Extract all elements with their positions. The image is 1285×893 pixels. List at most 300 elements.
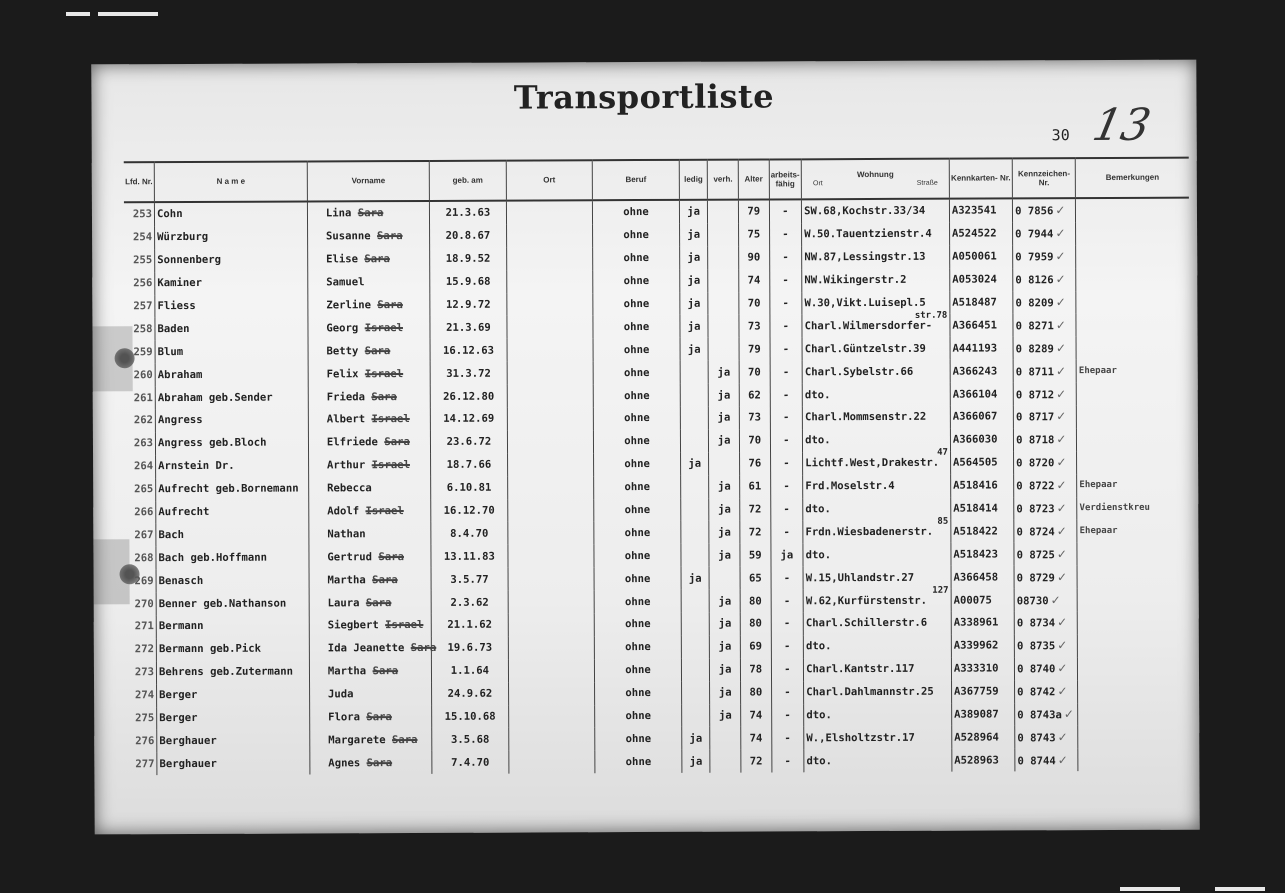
row-wohnung bbox=[803, 585, 951, 613]
row-name: Blum bbox=[155, 340, 308, 364]
row-geb-am: 13.11.83 bbox=[431, 545, 508, 568]
check-mark-icon: ✓ bbox=[1057, 684, 1068, 699]
row-ledig bbox=[680, 430, 709, 453]
row-arbeitsfaehig: - bbox=[770, 406, 803, 429]
page-number: 30 bbox=[1051, 126, 1070, 145]
header-bemerkungen: Bemerkungen bbox=[1075, 158, 1188, 198]
header-ledig: ledig bbox=[679, 160, 708, 200]
row-ort bbox=[507, 384, 594, 407]
row-name: Cohn bbox=[154, 201, 307, 226]
row-vorname bbox=[310, 706, 432, 729]
row-number: 272 bbox=[134, 643, 154, 656]
row-wohnung bbox=[804, 749, 952, 773]
row-kennzeichen-text: 0 8743a bbox=[1017, 709, 1062, 722]
row-wohnung bbox=[803, 497, 951, 521]
row-verh bbox=[708, 246, 739, 269]
row-ledig: ja bbox=[682, 750, 711, 773]
row-arbeitsfaehig: - bbox=[769, 223, 802, 246]
row-ort bbox=[506, 293, 593, 316]
row-ledig: ja bbox=[681, 567, 710, 590]
row-kennzeichen bbox=[1013, 291, 1076, 314]
row-vorname bbox=[308, 454, 430, 477]
row-struck-name: Israel bbox=[371, 459, 410, 472]
row-beruf: ohne bbox=[593, 315, 680, 338]
row-struck-name: Sara bbox=[377, 230, 403, 243]
row-ledig bbox=[680, 384, 709, 407]
row-bemerkung bbox=[1076, 244, 1189, 267]
row-kennzeichen bbox=[1014, 520, 1077, 543]
row-alter: 70 bbox=[739, 292, 770, 315]
row-kennkarte: A366243 bbox=[950, 360, 1013, 383]
row-wohnung bbox=[802, 199, 950, 224]
row-beruf: ohne bbox=[594, 453, 681, 476]
check-mark-icon: ✓ bbox=[1055, 226, 1066, 241]
row-beruf: ohne bbox=[595, 704, 682, 727]
row-ledig: ja bbox=[680, 247, 709, 270]
check-mark-icon: ✓ bbox=[1056, 546, 1067, 562]
row-struck-name: Sara bbox=[357, 207, 384, 220]
row-alter: 69 bbox=[740, 635, 771, 658]
row-vorname bbox=[307, 201, 429, 225]
row-kennkarte: A518414 bbox=[951, 497, 1014, 520]
row-number: 259 bbox=[133, 345, 153, 359]
row-ort bbox=[506, 270, 593, 293]
row-vorname-text: Agnes bbox=[328, 757, 361, 770]
row-beruf: ohne bbox=[593, 200, 680, 224]
row-wohnung bbox=[804, 657, 952, 681]
row-wohnung-text: Charl.Kantstr.117 bbox=[806, 663, 915, 676]
row-kennzeichen-text: 0 8711 bbox=[1015, 365, 1055, 379]
row-verh bbox=[709, 452, 740, 475]
row-geb-am: 16.12.70 bbox=[431, 499, 508, 522]
row-beruf: ohne bbox=[595, 750, 682, 773]
row-ort bbox=[506, 247, 593, 270]
row-alter: 62 bbox=[739, 384, 770, 407]
row-wohnung-cont: 85 bbox=[937, 516, 949, 527]
row-kennzeichen-text: 0 8720 bbox=[1016, 457, 1055, 470]
row-ledig: ja bbox=[680, 292, 709, 315]
row-wohnung-text: NW.87,Lessingstr.13 bbox=[804, 250, 926, 264]
row-ledig: ja bbox=[679, 200, 708, 224]
row-kennzeichen bbox=[1013, 268, 1076, 291]
row-wohnung-text: Charl.Dahlmannstr.25 bbox=[806, 685, 934, 699]
row-beruf: ohne bbox=[594, 590, 681, 613]
row-number: 267 bbox=[134, 529, 154, 542]
row-bemerkung bbox=[1078, 725, 1191, 748]
row-wohnung-text: dto. bbox=[805, 503, 831, 516]
row-verh: ja bbox=[709, 429, 740, 452]
check-mark-icon: ✓ bbox=[1056, 524, 1067, 539]
row-ort bbox=[508, 705, 595, 728]
row-vorname-text: Zerline bbox=[326, 299, 371, 312]
row-verh: ja bbox=[710, 613, 741, 636]
row-name: Angress bbox=[155, 408, 308, 432]
check-mark-icon: ✓ bbox=[1055, 295, 1066, 310]
row-alter: 72 bbox=[740, 498, 771, 521]
row-alter: 80 bbox=[740, 612, 771, 635]
row-vorname bbox=[309, 568, 431, 591]
row-name: Berghauer bbox=[157, 752, 310, 776]
row-vorname bbox=[308, 316, 430, 339]
header-kennzeichen-nr: Kennzeichen- Nr. bbox=[1012, 158, 1075, 198]
row-struck-name: Israel bbox=[371, 413, 410, 426]
row-beruf: ohne bbox=[593, 270, 680, 293]
row-wohnung-text: dto. bbox=[805, 434, 831, 447]
row-vorname-text: Rebecca bbox=[327, 482, 372, 495]
row-ort bbox=[508, 590, 595, 613]
row-kennzeichen-text: 0 8725 bbox=[1016, 549, 1055, 562]
row-kennzeichen bbox=[1013, 336, 1076, 359]
row-verh: ja bbox=[710, 658, 741, 681]
row-geb-am: 24.9.62 bbox=[432, 682, 509, 705]
row-bemerkung bbox=[1076, 336, 1189, 359]
row-bemerkung bbox=[1077, 588, 1190, 611]
row-bemerkung bbox=[1077, 405, 1190, 428]
row-kennkarte: A366030 bbox=[950, 428, 1013, 451]
row-kennzeichen-text: 0 8744 bbox=[1017, 755, 1056, 768]
row-kennzeichen-text: 0 8722 bbox=[1016, 480, 1055, 493]
row-struck-name: Israel bbox=[385, 619, 424, 632]
row-wohnung bbox=[802, 223, 950, 247]
row-verh bbox=[708, 338, 739, 361]
row-kennkarte: A366104 bbox=[950, 383, 1013, 406]
check-mark-icon: ✓ bbox=[1055, 272, 1066, 287]
row-struck-name: Sara bbox=[384, 436, 410, 449]
row-alter: 79 bbox=[739, 338, 770, 361]
check-mark-icon: ✓ bbox=[1056, 363, 1067, 378]
row-kennzeichen bbox=[1014, 474, 1077, 497]
row-vorname-text: Martha bbox=[327, 665, 367, 678]
row-geb-am: 12.9.72 bbox=[430, 293, 507, 316]
row-vorname-text: Arthur bbox=[326, 459, 366, 472]
row-ledig: ja bbox=[682, 727, 711, 750]
transport-list-sheet bbox=[91, 60, 1199, 835]
row-alter: 80 bbox=[740, 590, 771, 613]
row-geb-am: 8.4.70 bbox=[431, 522, 508, 545]
check-mark-icon: ✓ bbox=[1050, 592, 1061, 607]
row-ort bbox=[507, 453, 594, 476]
row-alter: 76 bbox=[739, 452, 770, 475]
row-bemerkung bbox=[1078, 702, 1191, 725]
header-wohnung-ort: Ort bbox=[812, 179, 823, 187]
row-vorname bbox=[309, 522, 431, 545]
row-geb-am: 31.3.72 bbox=[430, 362, 507, 385]
row-vorname-text: Adolf bbox=[327, 505, 360, 518]
row-beruf: ohne bbox=[594, 567, 681, 590]
row-geb-am: 3.5.77 bbox=[431, 568, 508, 591]
row-arbeitsfaehig: - bbox=[769, 315, 802, 338]
row-arbeitsfaehig: - bbox=[770, 361, 803, 384]
row-alter: 59 bbox=[740, 544, 771, 567]
header-kennkarten-nr: Kennkarten- Nr. bbox=[949, 158, 1012, 198]
row-kennkarte: A366458 bbox=[951, 566, 1014, 589]
header-verh: verh. bbox=[708, 160, 739, 200]
row-arbeitsfaehig: - bbox=[769, 269, 802, 292]
row-name: Benner geb.Nathanson bbox=[156, 592, 309, 616]
row-bemerkung bbox=[1076, 290, 1189, 313]
row-wohnung-text: NW.Wikingerstr.2 bbox=[804, 273, 907, 287]
row-ledig bbox=[681, 613, 710, 636]
header-vorname: Vorname bbox=[307, 161, 429, 202]
row-alter: 72 bbox=[740, 521, 771, 544]
row-kennzeichen bbox=[1012, 198, 1075, 222]
row-kennzeichen bbox=[1013, 314, 1076, 337]
row-kennkarte: A367759 bbox=[951, 680, 1014, 703]
row-wohnung-text: W.50.Tauentzienstr.4 bbox=[804, 228, 932, 241]
row-verh bbox=[708, 292, 739, 315]
row-kennzeichen-text: 0 7856 bbox=[1015, 205, 1054, 218]
row-alter: 74 bbox=[741, 704, 772, 727]
row-wohnung-text: dto. bbox=[806, 709, 832, 722]
row-beruf: ohne bbox=[593, 384, 680, 407]
row-wohnung bbox=[804, 726, 952, 750]
row-kennkarte: A339962 bbox=[951, 634, 1014, 657]
check-mark-icon: ✓ bbox=[1056, 478, 1067, 493]
row-alter: 79 bbox=[738, 199, 769, 223]
row-struck-name: Sara bbox=[391, 733, 418, 747]
row-vorname-text: Samuel bbox=[326, 276, 365, 289]
row-kennzeichen bbox=[1014, 588, 1077, 611]
row-vorname bbox=[308, 248, 430, 271]
row-geb-am: 21.1.62 bbox=[431, 614, 508, 637]
row-name: Bermann geb.Pick bbox=[156, 637, 309, 661]
row-verh bbox=[710, 727, 741, 750]
row-ledig: ja bbox=[680, 269, 709, 292]
row-verh bbox=[708, 200, 739, 224]
check-mark-icon: ✓ bbox=[1055, 340, 1067, 355]
row-vorname bbox=[308, 362, 430, 385]
row-arbeitsfaehig: - bbox=[770, 338, 803, 361]
row-ort bbox=[506, 200, 593, 224]
row-wohnung bbox=[802, 245, 950, 269]
row-name: Berger bbox=[157, 706, 310, 730]
row-alter: 80 bbox=[740, 681, 771, 704]
row-kennzeichen-text: 0 8289 bbox=[1015, 342, 1054, 356]
row-verh: ja bbox=[710, 681, 741, 704]
row-ort bbox=[507, 522, 594, 545]
check-mark-icon: ✓ bbox=[1055, 249, 1066, 264]
row-ort bbox=[507, 430, 594, 453]
row-wohnung-text: dto. bbox=[805, 548, 832, 562]
row-alter: 72 bbox=[741, 750, 772, 773]
header-alter: Alter bbox=[738, 159, 769, 199]
row-verh: ja bbox=[709, 544, 740, 567]
row-wohnung bbox=[803, 516, 951, 544]
row-wohnung-text: SW.68,Kochstr.33/34 bbox=[804, 205, 926, 218]
row-struck-name: Sara bbox=[366, 711, 392, 724]
row-kennzeichen-text: 0 8712 bbox=[1015, 388, 1055, 401]
row-geb-am: 18.7.66 bbox=[431, 453, 508, 476]
row-alter: 65 bbox=[740, 567, 771, 590]
row-ledig bbox=[681, 498, 710, 521]
row-struck-name: Sara bbox=[372, 665, 399, 678]
row-verh: ja bbox=[710, 704, 741, 727]
row-geb-am: 21.3.63 bbox=[430, 201, 507, 225]
row-verh bbox=[708, 315, 739, 338]
row-kennkarte: A053024 bbox=[950, 268, 1013, 291]
row-vorname bbox=[309, 637, 437, 660]
row-wohnung bbox=[803, 543, 951, 567]
row-kennkarte: A524522 bbox=[949, 222, 1012, 245]
row-struck-name: Sara bbox=[365, 596, 392, 609]
row-geb-am: 15.10.68 bbox=[432, 705, 509, 728]
row-name: Abraham bbox=[155, 363, 308, 387]
row-kennzeichen bbox=[1015, 680, 1078, 703]
row-bemerkung bbox=[1078, 656, 1191, 679]
row-bemerkung bbox=[1078, 748, 1191, 771]
row-verh bbox=[708, 269, 739, 292]
row-kennkarte: A050061 bbox=[950, 245, 1013, 268]
row-vorname bbox=[308, 408, 430, 431]
row-kennzeichen-text: 0 8717 bbox=[1015, 411, 1055, 424]
row-vorname bbox=[309, 477, 431, 500]
row-wohnung bbox=[802, 360, 950, 384]
transport-table bbox=[124, 157, 1192, 776]
row-beruf: ohne bbox=[593, 224, 680, 247]
row-geb-am: 15.9.68 bbox=[430, 270, 507, 293]
check-mark-icon: ✓ bbox=[1057, 752, 1068, 768]
row-bemerkung: Ehepaar bbox=[1077, 519, 1190, 542]
row-vorname-text: Nathan bbox=[327, 528, 366, 541]
row-wohnung bbox=[803, 612, 951, 636]
row-arbeitsfaehig: - bbox=[770, 452, 803, 475]
row-vorname-text: Laura bbox=[327, 596, 360, 609]
row-wohnung-text: Charl.Wilmersdorfer- bbox=[804, 319, 933, 333]
row-wohnung bbox=[803, 635, 951, 659]
row-vorname bbox=[309, 500, 431, 523]
row-number: 266 bbox=[134, 506, 154, 519]
row-kennzeichen-text: 0 8740 bbox=[1017, 663, 1056, 676]
row-kennzeichen bbox=[1015, 726, 1078, 749]
row-struck-name: Sara bbox=[377, 299, 403, 312]
row-arbeitsfaehig: - bbox=[771, 635, 804, 658]
row-name: Berger bbox=[157, 683, 310, 707]
row-ledig bbox=[680, 361, 709, 384]
row-vorname bbox=[308, 431, 430, 454]
check-mark-icon: ✓ bbox=[1055, 203, 1066, 218]
row-ledig bbox=[681, 544, 710, 567]
row-kennzeichen bbox=[1013, 245, 1076, 268]
row-ledig bbox=[680, 475, 709, 498]
row-arbeitsfaehig: - bbox=[771, 704, 804, 727]
row-kennkarte: A518423 bbox=[951, 543, 1014, 566]
row-ort bbox=[508, 751, 595, 774]
check-mark-icon: ✓ bbox=[1063, 707, 1074, 722]
row-arbeitsfaehig: - bbox=[769, 199, 802, 223]
row-struck-name: Sara bbox=[364, 253, 390, 266]
row-geb-am: 21.3.69 bbox=[430, 316, 507, 339]
row-number: 271 bbox=[134, 620, 154, 633]
row-vorname bbox=[309, 683, 431, 706]
row-number: 265 bbox=[134, 483, 154, 496]
row-vorname bbox=[310, 751, 432, 774]
row-kennkarte: A528963 bbox=[952, 749, 1015, 772]
row-arbeitsfaehig: - bbox=[770, 475, 803, 498]
row-kennzeichen-text: 0 8126 bbox=[1015, 274, 1054, 287]
row-kennzeichen-text: 0 8734 bbox=[1016, 617, 1056, 630]
row-alter: 78 bbox=[740, 658, 771, 681]
row-ort bbox=[508, 567, 595, 590]
row-wohnung-cont: 47 bbox=[937, 447, 948, 458]
row-ort bbox=[507, 407, 594, 430]
row-geb-am: 6.10.81 bbox=[431, 476, 508, 499]
row-alter: 74 bbox=[739, 269, 770, 292]
row-number: 276 bbox=[135, 735, 155, 748]
row-beruf: ohne bbox=[595, 682, 682, 705]
row-struck-name: Sara bbox=[372, 573, 398, 586]
check-mark-icon: ✓ bbox=[1056, 432, 1067, 447]
row-bemerkung: Ehepaar bbox=[1076, 359, 1189, 382]
row-ort bbox=[508, 545, 595, 568]
row-vorname bbox=[309, 614, 431, 637]
row-ort bbox=[508, 728, 595, 751]
row-vorname-text: Elise bbox=[326, 253, 359, 266]
row-beruf: ohne bbox=[595, 659, 682, 682]
row-beruf: ohne bbox=[593, 247, 680, 270]
row-verh: ja bbox=[709, 521, 740, 544]
row-vorname-text: Martha bbox=[327, 573, 366, 587]
row-number: 277 bbox=[135, 757, 155, 771]
row-kennzeichen-text: 0 7959 bbox=[1015, 251, 1054, 264]
row-arbeitsfaehig: - bbox=[770, 498, 803, 521]
table-body bbox=[124, 198, 1191, 776]
row-kennzeichen bbox=[1014, 634, 1077, 657]
row-alter: 73 bbox=[739, 315, 770, 338]
row-wohnung-text: Lichtf.West,Drakestr. bbox=[805, 456, 940, 470]
row-verh bbox=[709, 567, 740, 590]
row-ledig bbox=[680, 407, 709, 430]
row-bemerkung bbox=[1076, 267, 1189, 290]
row-ort bbox=[507, 476, 594, 499]
row-kennkarte: A389087 bbox=[952, 703, 1015, 726]
row-number: 262 bbox=[133, 414, 153, 427]
row-ledig bbox=[681, 681, 710, 704]
row-kennkarte: A528964 bbox=[952, 726, 1015, 749]
row-ort bbox=[507, 316, 594, 339]
row-wohnung-text: W.62,Kurfürstenstr. bbox=[805, 594, 928, 607]
check-mark-icon: ✓ bbox=[1057, 661, 1068, 676]
row-wohnung bbox=[803, 474, 951, 498]
row-kennkarte: A518416 bbox=[951, 474, 1014, 497]
row-wohnung-text: dto. bbox=[804, 388, 831, 401]
row-kennzeichen-text: 0 8209 bbox=[1015, 297, 1054, 310]
row-geb-am: 23.6.72 bbox=[431, 431, 508, 454]
row-bemerkung bbox=[1077, 611, 1190, 634]
row-verh bbox=[710, 750, 741, 773]
row-wohnung-text: Charl.Güntzelstr.39 bbox=[804, 342, 926, 356]
row-ledig: ja bbox=[680, 453, 709, 476]
row-bemerkung bbox=[1076, 198, 1189, 222]
row-kennkarte: A518487 bbox=[950, 291, 1013, 314]
row-number: 254 bbox=[132, 231, 153, 244]
check-mark-icon: ✓ bbox=[1057, 615, 1068, 630]
row-beruf: ohne bbox=[595, 727, 682, 750]
row-kennzeichen bbox=[1014, 428, 1077, 451]
row-name: Bach geb.Hoffmann bbox=[156, 546, 309, 570]
row-kennzeichen bbox=[1013, 222, 1076, 245]
row-ort bbox=[508, 682, 595, 705]
row-beruf: ohne bbox=[594, 498, 681, 521]
row-wohnung bbox=[804, 703, 952, 727]
row-name: Abraham geb.Sender bbox=[155, 386, 308, 410]
row-kennzeichen-text: 0 8729 bbox=[1016, 571, 1055, 585]
row-verh: ja bbox=[709, 384, 740, 407]
row-kennkarte: A441193 bbox=[950, 337, 1013, 360]
row-kennzeichen bbox=[1013, 382, 1076, 405]
row-wohnung-text: Frd.Moselstr.4 bbox=[805, 480, 895, 493]
row-kennkarte: A333310 bbox=[951, 657, 1014, 680]
row-geb-am: 20.8.67 bbox=[430, 224, 507, 247]
